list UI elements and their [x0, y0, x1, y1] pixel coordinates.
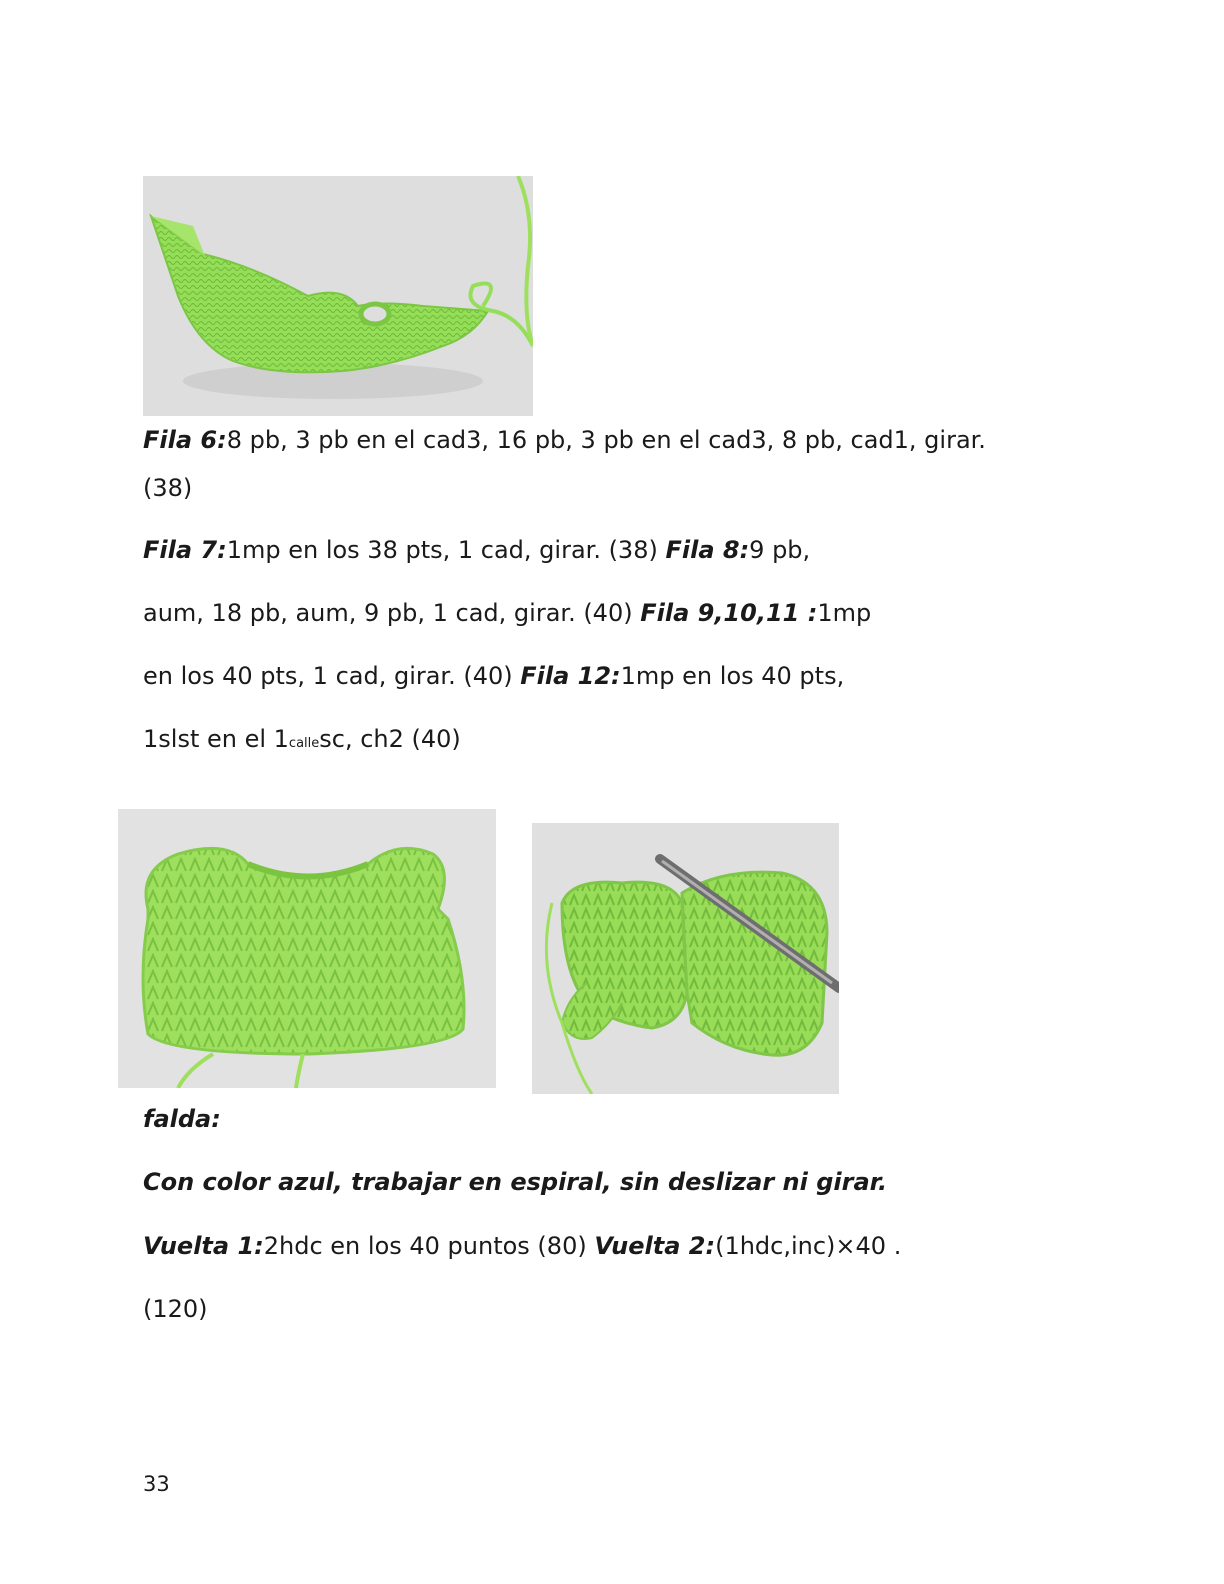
fila-9-11-continued-text: en los 40 pts, 1 cad, girar. (40): [143, 662, 521, 690]
fila-8-continued-text: aum, 18 pb, aum, 9 pb, 1 cad, girar. (40): [143, 599, 641, 627]
vuelta-line: [143, 1231, 901, 1261]
fila-8-text: 9 pb,: [749, 536, 811, 564]
vuelta-1-text: 2hdc en los 40 puntos (80): [263, 1232, 595, 1260]
fila-7-8-line: [143, 535, 810, 565]
slst-small-text: calle: [288, 736, 320, 751]
falda-heading: falda:: [143, 1105, 221, 1133]
page-number: 33: [143, 1472, 170, 1496]
fila-6-count: (38): [143, 474, 193, 502]
fila-8-label: Fila 8:: [665, 536, 750, 564]
fila-9-11-text: 1mp: [817, 599, 872, 627]
fila-11-12-line: [143, 661, 844, 691]
crochet-strip-photo: [143, 176, 533, 416]
crochet-top-photo: [118, 809, 496, 1088]
vuelta-2-text: (1hdc,inc)×40 .: [715, 1232, 902, 1260]
fila-8-9-line: [143, 598, 871, 628]
fila-6-text: 8 pb, 3 pb en el cad3, 16 pb, 3 pb en el cad3, 8 pb, cad1, girar.: [226, 426, 986, 454]
falda-instruction: Con color azul, trabajar en espiral, sin deslizar ni girar.: [143, 1168, 888, 1196]
fila-12-text: 1mp en los 40 pts,: [620, 662, 845, 690]
crochet-hook-photo: [532, 823, 839, 1094]
fila-6-line: [143, 425, 986, 455]
fila-12-label: Fila 12:: [520, 662, 621, 690]
vuelta-count: (120): [143, 1295, 208, 1323]
vuelta-1-label: Vuelta 1:: [143, 1232, 264, 1260]
slst-line: [143, 724, 461, 759]
fila-6-label: Fila 6:: [143, 426, 227, 454]
slst-text: 1slst en el 1: [143, 725, 289, 753]
fila-7-text: 1mp en los 38 pts, 1 cad, girar. (38): [226, 536, 666, 564]
fila-7-label: Fila 7:: [143, 536, 227, 564]
slst-end-text: sc, ch2 (40): [319, 725, 461, 753]
fila-9-11-label: Fila 9,10,11 :: [640, 599, 818, 627]
vuelta-2-label: Vuelta 2:: [594, 1232, 716, 1260]
